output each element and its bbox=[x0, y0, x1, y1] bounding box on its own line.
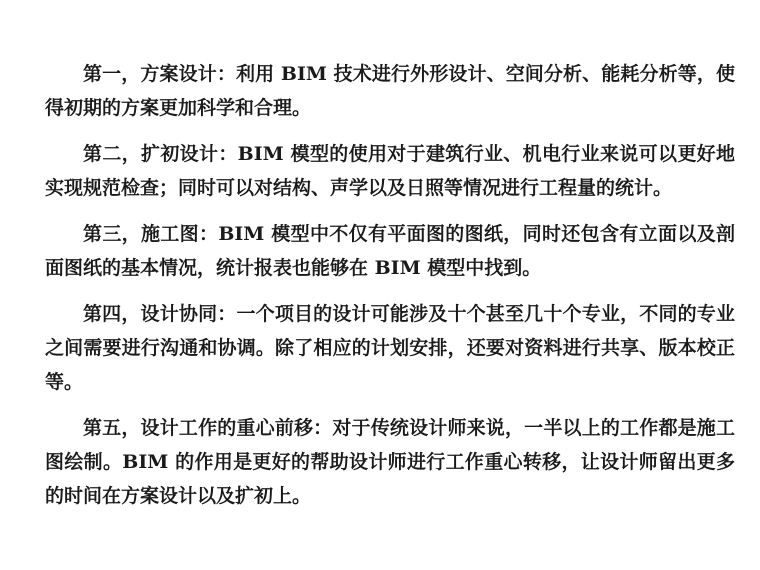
paragraph-design-collaboration: 第四，设计协同：一个项目的设计可能涉及十个甚至几十个专业，不同的专业之间需要进行沟通和协调。除了相应的计划安排，还要对资料进行共享、版本校正等。 bbox=[45, 303, 735, 393]
document-body bbox=[45, 57, 735, 513]
paragraph-scheme-design: 第一，方案设计：利用 BIM 技术进行外形设计、空间分析、能耗分析等，使得初期的方案更加科学和合理。 bbox=[45, 63, 735, 119]
paragraph-construction-drawing: 第三，施工图：BIM 模型中不仅有平面图的图纸，同时还包含有立面以及剖面图纸的基本情况，统计报表也能够在 BIM 模型中找到。 bbox=[45, 223, 735, 279]
paragraph-preliminary-design: 第二，扩初设计：BIM 模型的使用对于建筑行业、机电行业来说可以更好地实现规范检查；同时可以对结构、声学以及日照等情况进行工程量的统计。 bbox=[45, 143, 735, 199]
paragraph-design-focus-shift: 第五，设计工作的重心前移：对于传统设计师来说，一半以上的工作都是施工图绘制。BIM 的作用是更好的帮助设计师进行工作重心转移，让设计师留出更多的时间在方案设计以及扩初上。 bbox=[45, 417, 735, 507]
